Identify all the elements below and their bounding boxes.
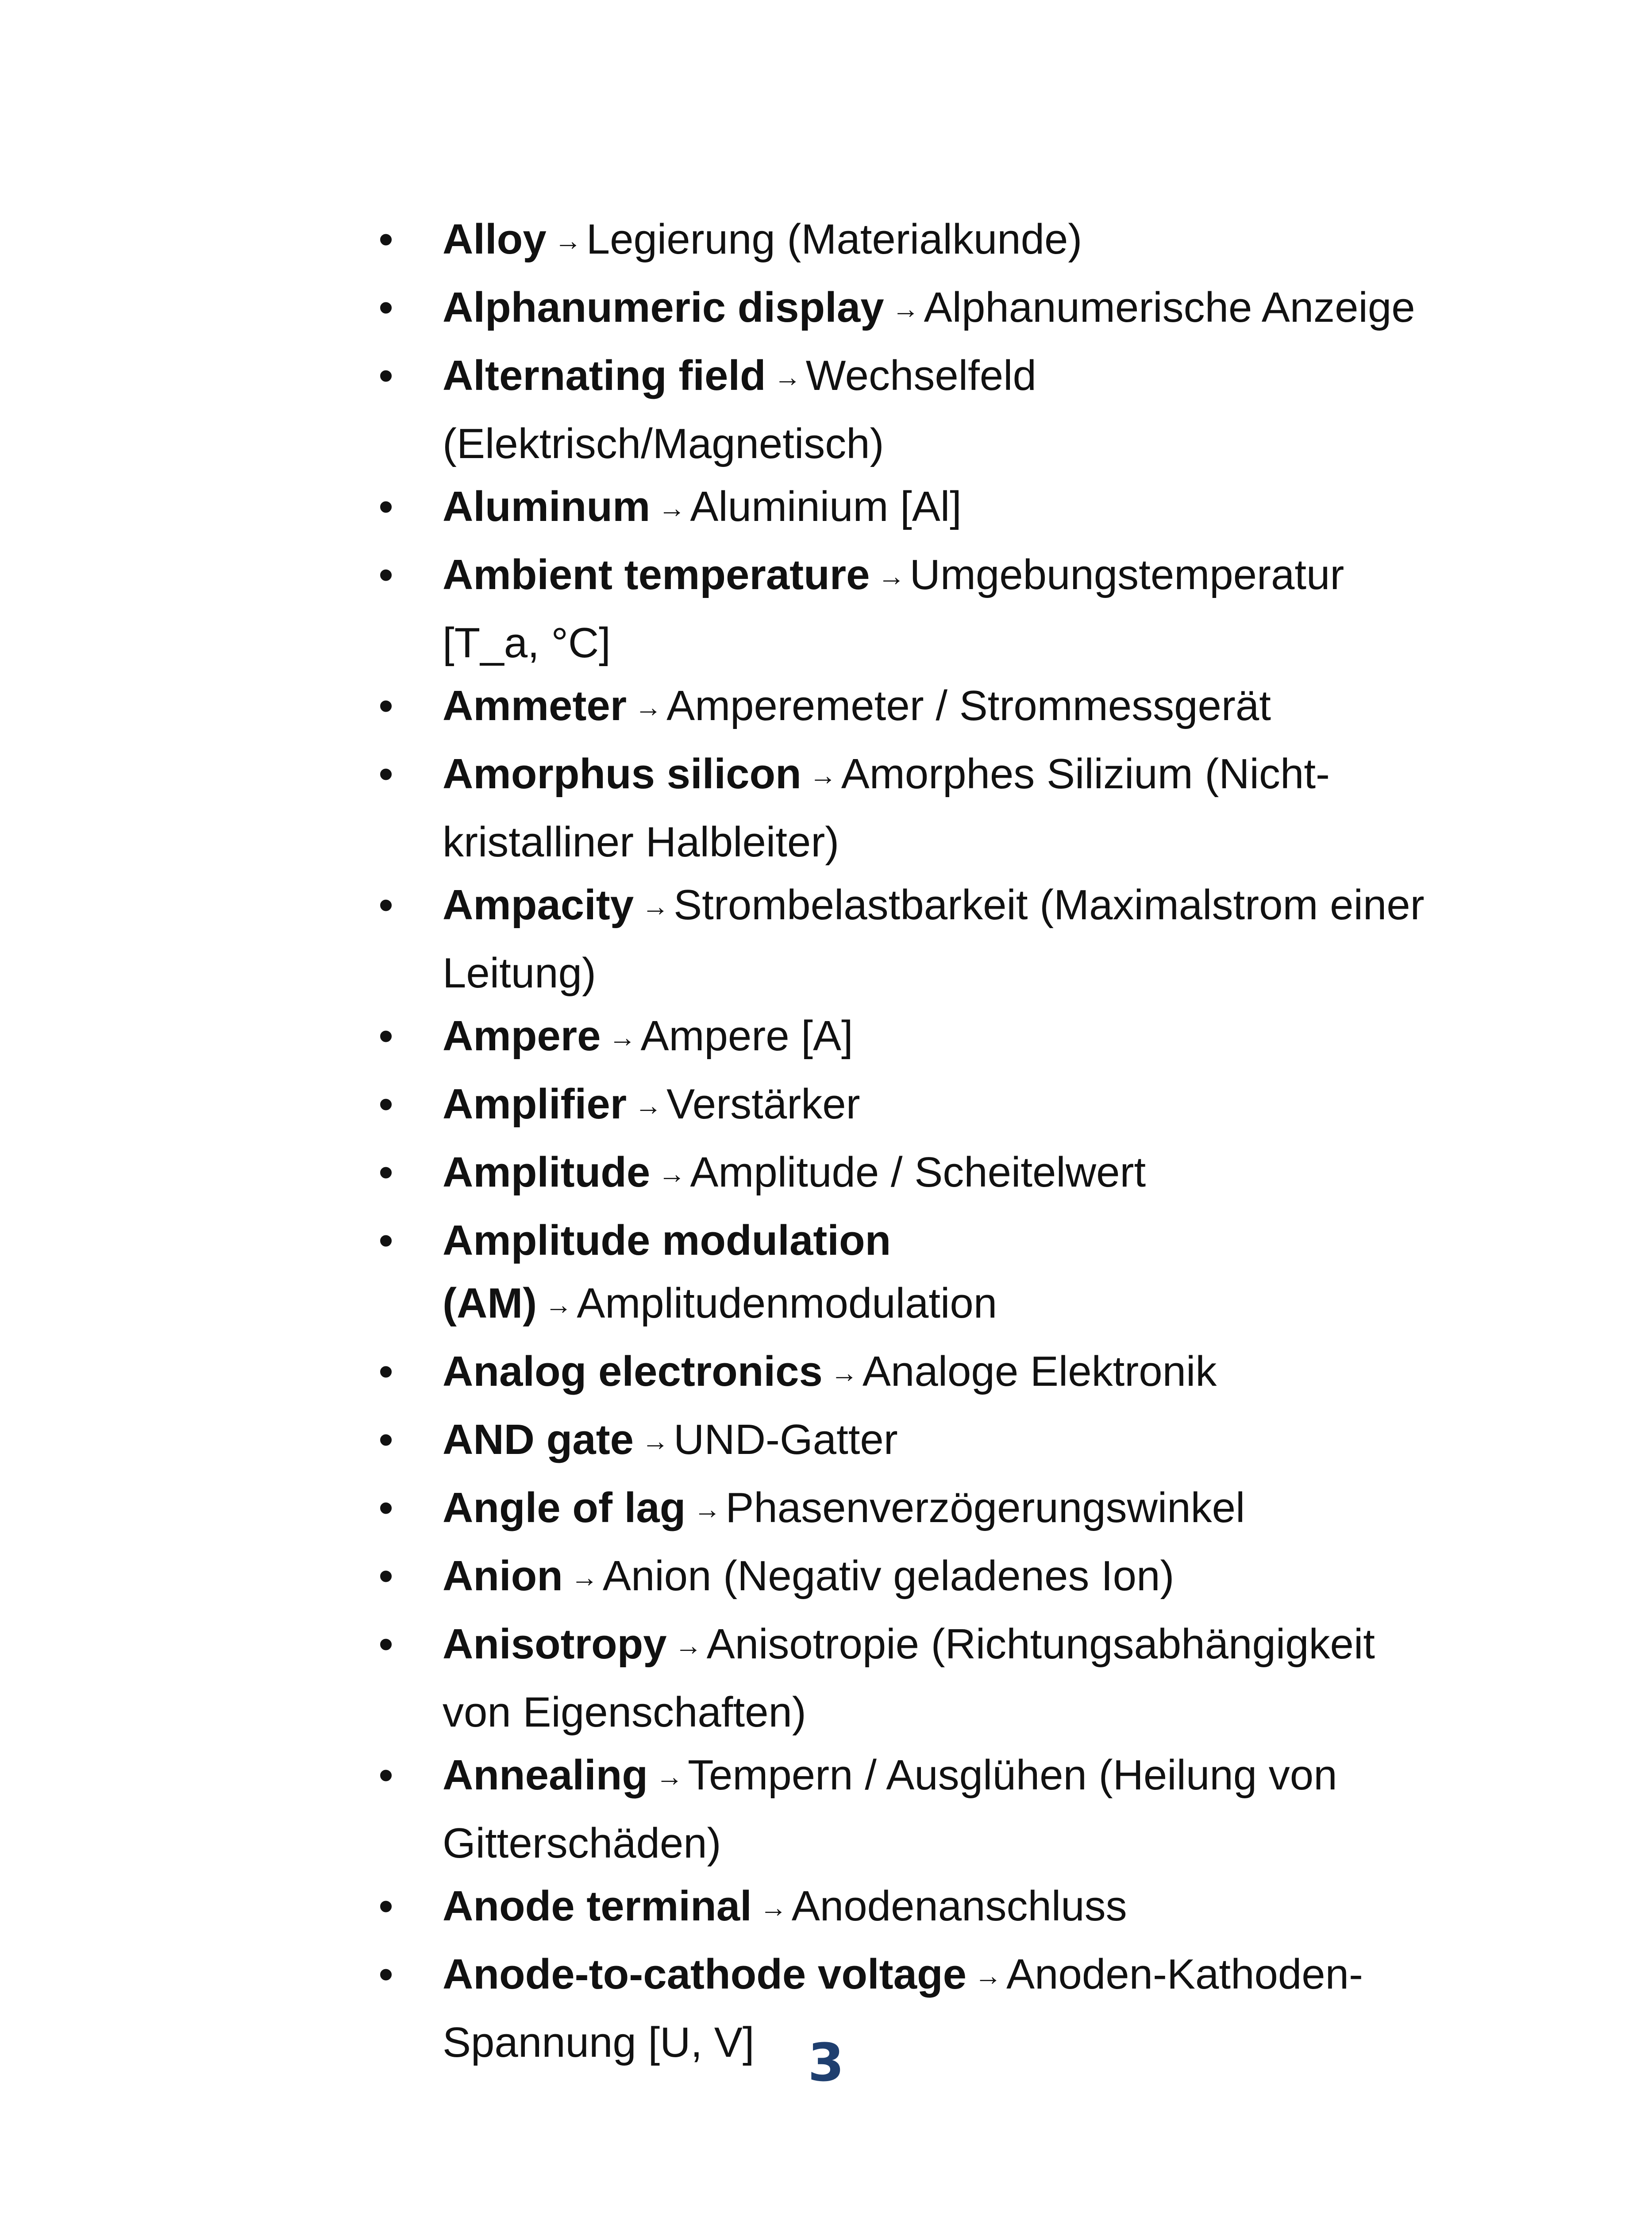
bullet-icon: • [378,881,393,929]
bullet-icon: • [378,1620,393,1668]
entry-translation: Anoden-Kathoden-Spannung [U, V] [443,1951,1363,2066]
glossary-entry [367,544,1443,675]
arrow-right-icon: → [693,1494,721,1525]
arrow-right-icon: → [658,1159,686,1189]
glossary-entry [367,1477,1443,1545]
arrow-right-icon: → [809,760,837,791]
entry-translation: Wechselfeld (Elektrisch/Magnetisch) [443,352,1036,467]
arrow-right-icon: → [635,692,662,723]
glossary-entry [367,675,1443,743]
bullet-icon: • [378,216,393,263]
entry-translation: Amplitudenmodulation [577,1280,997,1327]
entry-translation: Phasenverzögerungswinkel [725,1484,1245,1531]
bullet-icon: • [378,1416,393,1463]
entry-translation: Legierung (Materialkunde) [586,216,1082,263]
page-number: 3 [808,2032,844,2093]
bullet-icon: • [378,1217,393,1264]
entry-term: Ambient temperature [443,551,870,598]
entry-translation: Anion (Negativ geladenes Ion) [602,1552,1174,1600]
entry-translation: Tempern / Ausglühen (Heilung von Gitterschäden) [443,1751,1337,1867]
entry-term: Amplitude modulation (AM) [443,1217,891,1327]
bullet-icon: • [378,1484,393,1531]
entry-term: Amplitude [443,1149,651,1196]
entry-term: Angle of lag [443,1484,686,1531]
entry-term: Amorphus silicon [443,750,801,798]
entry-term: Anode terminal [443,1882,752,1930]
bullet-icon: • [378,1751,393,1799]
bullet-icon: • [378,1012,393,1060]
entry-term: Aluminum [443,483,651,530]
entry-term: Anion [443,1552,563,1600]
glossary-entry [367,743,1443,874]
entry-term: Ampacity [443,881,634,929]
entry-term: Alloy [443,216,547,263]
glossary-entry [367,1408,1443,1477]
bullet-icon: • [378,1882,393,1930]
bullet-icon: • [378,1348,393,1395]
entry-translation: Anodenanschluss [791,1882,1127,1930]
glossary-entry [367,344,1443,475]
arrow-right-icon: → [878,561,905,592]
glossary-entry [367,1209,1443,1340]
glossary-entry [367,1005,1443,1073]
entry-translation: Analoge Elektronik [862,1348,1217,1395]
arrow-right-icon: → [642,891,670,922]
entry-term: Ampere [443,1012,601,1060]
glossary-entry [367,208,1443,276]
arrow-right-icon: → [658,493,686,524]
bullet-icon: • [378,750,393,798]
arrow-right-icon: → [974,1961,1002,1991]
glossary-entry [367,1744,1443,1875]
entry-translation: Alphanumerische Anzeige [924,284,1415,331]
glossary-entry [367,1545,1443,1613]
glossary-entry [367,874,1443,1005]
arrow-right-icon: → [545,1290,573,1320]
bullet-icon: • [378,352,393,399]
arrow-right-icon: → [759,1893,787,1923]
entry-translation: Ampere [A] [640,1012,853,1060]
bullet-icon: • [378,1552,393,1600]
entry-translation: Verstärker [666,1080,860,1128]
glossary-entry [367,1613,1443,1744]
arrow-right-icon: → [892,294,920,324]
entry-term: Alternating field [443,352,766,399]
bullet-icon: • [378,551,393,598]
entry-term: Anode-to-cathode voltage [443,1951,967,1998]
bullet-icon: • [378,284,393,331]
bullet-icon: • [378,1951,393,1998]
entry-translation: Strombelastbarkeit (Maximalstrom einer Leitung) [443,881,1425,997]
arrow-right-icon: → [656,1762,684,1792]
glossary-entry [367,475,1443,544]
glossary-entry [367,1875,1443,1943]
entry-translation: Amperemeter / Strommessgerät [666,682,1271,729]
entry-term: Analog electronics [443,1348,823,1395]
entry-term: Annealing [443,1751,648,1799]
entry-term: AND gate [443,1416,634,1463]
entry-translation: Aluminium [Al] [690,483,962,530]
entry-translation: Anisotropie (Richtungsabhängigkeit von Eigenschaften) [443,1620,1375,1736]
entry-translation: Umgebungstemperatur [T_a, °C] [443,551,1344,667]
arrow-right-icon: → [642,1426,670,1457]
arrow-right-icon: → [570,1562,598,1593]
glossary-entry [367,1340,1443,1408]
arrow-right-icon: → [635,1091,662,1121]
arrow-right-icon: → [554,226,582,256]
entry-translation: Amorphes Silizium (Nicht-kristalliner Halbleiter) [443,750,1330,866]
glossary-entry [367,1073,1443,1141]
entry-translation: UND-Gatter [674,1416,898,1463]
entry-term: Ammeter [443,682,627,729]
bullet-icon: • [378,1149,393,1196]
arrow-right-icon: → [774,362,801,393]
glossary-list [367,208,1443,2074]
entry-term: Amplifier [443,1080,627,1128]
bullet-icon: • [378,483,393,530]
entry-term: Alphanumeric display [443,284,884,331]
glossary-entry [367,1141,1443,1209]
arrow-right-icon: → [674,1631,702,1661]
bullet-icon: • [378,682,393,729]
arrow-right-icon: → [830,1358,858,1388]
bullet-icon: • [378,1080,393,1128]
entry-term: Anisotropy [443,1620,667,1668]
glossary-entry [367,276,1443,344]
entry-translation: Amplitude / Scheitelwert [690,1149,1146,1196]
arrow-right-icon: → [608,1022,636,1053]
